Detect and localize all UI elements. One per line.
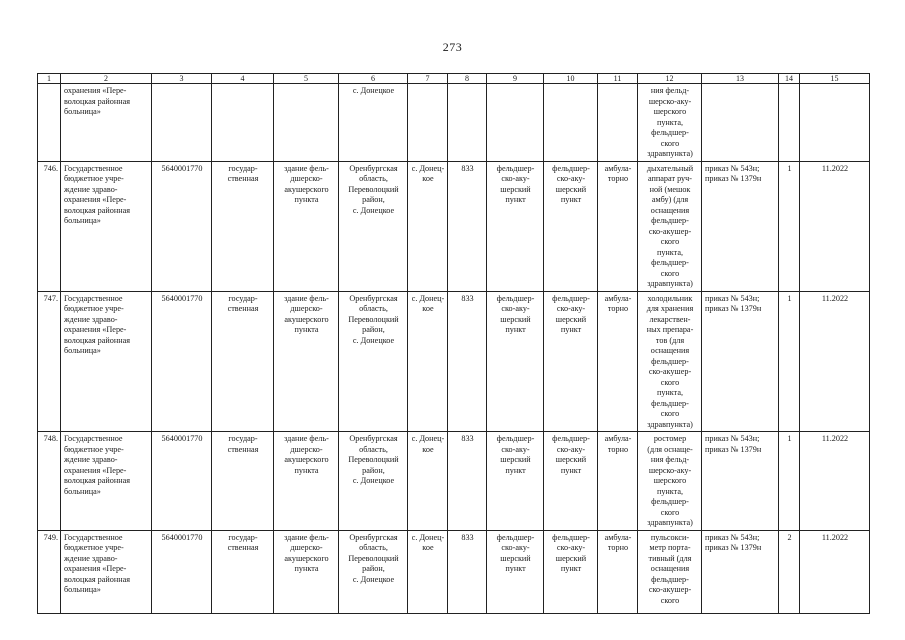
basis-cell: приказ № 543н; приказ № 1379н bbox=[702, 161, 779, 291]
inn-cell: 5640001770 bbox=[152, 432, 212, 531]
address-cell: Оренбургская область, Переволоцкий район, с. Донецкое bbox=[339, 432, 408, 531]
code-cell: 833 bbox=[448, 291, 487, 432]
equipment-cell: холодильник для хранения лекарствен- ных препара- тов (для оснащения фельдшер- ско-акушер- ского пункта, фельдшер- ского здравпункта) bbox=[638, 291, 702, 432]
header-cell: 10 bbox=[544, 74, 598, 84]
header-cell: 4 bbox=[212, 74, 274, 84]
equipment-cell: ростомер (для оснаще- ния фельд- шерско-аку- шерского пункта, фельдшер- ского здравпункта) bbox=[638, 432, 702, 531]
date-cell: 11.2022 bbox=[800, 530, 870, 613]
facility-type-cell bbox=[487, 84, 544, 162]
row-number-cell: 748. bbox=[38, 432, 61, 531]
facility-type-cell: фельдшер- ско-аку- шерский пункт bbox=[487, 291, 544, 432]
building-cell: здание фель- дшерско- акушерского пункта bbox=[274, 530, 339, 613]
quantity-cell bbox=[779, 84, 800, 162]
ownership-cell: государ- ственная bbox=[212, 291, 274, 432]
table-row bbox=[38, 432, 870, 531]
care-form-cell: амбула- торно bbox=[598, 161, 638, 291]
facility-subtype-cell: фельдшер- ско-аку- шерский пункт bbox=[544, 161, 598, 291]
code-cell: 833 bbox=[448, 530, 487, 613]
table-row bbox=[38, 84, 870, 162]
page-number: 273 bbox=[442, 40, 463, 54]
address-cell: Оренбургская область, Переволоцкий район, с. Донецкое bbox=[339, 161, 408, 291]
building-cell: здание фель- дшерско- акушерского пункта bbox=[274, 161, 339, 291]
header-cell: 5 bbox=[274, 74, 339, 84]
quantity-cell: 2 bbox=[779, 530, 800, 613]
organization-cell: Государственное бюджетное учре- ждение здраво- охранения «Пере- волоцкая районная больница» bbox=[61, 432, 152, 531]
organization-cell: охранения «Пере- волоцкая районная больница» bbox=[61, 84, 152, 162]
facility-subtype-cell bbox=[544, 84, 598, 162]
quantity-cell: 1 bbox=[779, 291, 800, 432]
facility-type-cell: фельдшер- ско-аку- шерский пункт bbox=[487, 432, 544, 531]
row-number-cell: 747. bbox=[38, 291, 61, 432]
care-form-cell: амбула- торно bbox=[598, 530, 638, 613]
row-number-cell bbox=[38, 84, 61, 162]
building-cell: здание фель- дшерско- акушерского пункта bbox=[274, 291, 339, 432]
care-form-cell bbox=[598, 84, 638, 162]
address-cell: Оренбургская область, Переволоцкий район, с. Донецкое bbox=[339, 291, 408, 432]
header-cell: 14 bbox=[779, 74, 800, 84]
ownership-cell: государ- ственная bbox=[212, 530, 274, 613]
quantity-cell: 1 bbox=[779, 161, 800, 291]
facility-subtype-cell: фельдшер- ско-аку- шерский пункт bbox=[544, 291, 598, 432]
basis-cell: приказ № 543н; приказ № 1379н bbox=[702, 530, 779, 613]
table-row bbox=[38, 161, 870, 291]
basis-cell: приказ № 543н; приказ № 1379н bbox=[702, 432, 779, 531]
table-row bbox=[38, 530, 870, 613]
address-cell: Оренбургская область, Переволоцкий район, с. Донецкое bbox=[339, 530, 408, 613]
building-cell bbox=[274, 84, 339, 162]
date-cell bbox=[800, 84, 870, 162]
equipment-table bbox=[37, 73, 870, 614]
header-cell: 8 bbox=[448, 74, 487, 84]
date-cell: 11.2022 bbox=[800, 291, 870, 432]
header-cell: 3 bbox=[152, 74, 212, 84]
inn-cell: 5640001770 bbox=[152, 530, 212, 613]
settlement-cell: с. Донец- кое bbox=[408, 161, 448, 291]
code-cell: 833 bbox=[448, 161, 487, 291]
basis-cell: приказ № 543н; приказ № 1379н bbox=[702, 291, 779, 432]
organization-cell: Государственное бюджетное учре- ждение здраво- охранения «Пере- волоцкая районная больница» bbox=[61, 161, 152, 291]
organization-cell: Государственное бюджетное учре- ждение здраво- охранения «Пере- волоцкая районная больница» bbox=[61, 530, 152, 613]
row-number-cell: 749. bbox=[38, 530, 61, 613]
header-cell: 6 bbox=[339, 74, 408, 84]
header-cell: 11 bbox=[598, 74, 638, 84]
quantity-cell: 1 bbox=[779, 432, 800, 531]
equipment-cell: ния фельд- шерско-аку- шерского пункта, фельдшер- ского здравпункта) bbox=[638, 84, 702, 162]
facility-type-cell: фельдшер- ско-аку- шерский пункт bbox=[487, 530, 544, 613]
settlement-cell: с. Донец- кое bbox=[408, 530, 448, 613]
facility-subtype-cell: фельдшер- ско-аку- шерский пункт bbox=[544, 530, 598, 613]
header-cell: 9 bbox=[487, 74, 544, 84]
header-cell: 7 bbox=[408, 74, 448, 84]
inn-cell: 5640001770 bbox=[152, 161, 212, 291]
inn-cell bbox=[152, 84, 212, 162]
care-form-cell: амбула- торно bbox=[598, 291, 638, 432]
header-cell: 12 bbox=[638, 74, 702, 84]
row-number-cell: 746. bbox=[38, 161, 61, 291]
header-cell: 2 bbox=[61, 74, 152, 84]
facility-type-cell: фельдшер- ско-аку- шерский пункт bbox=[487, 161, 544, 291]
address-cell: с. Донецкое bbox=[339, 84, 408, 162]
equipment-cell: пульсокси- метр порта- тивный (для оснащения фельдшер- ско-акушер- ского bbox=[638, 530, 702, 613]
date-cell: 11.2022 bbox=[800, 161, 870, 291]
settlement-cell: с. Донец- кое bbox=[408, 291, 448, 432]
ownership-cell: государ- ственная bbox=[212, 432, 274, 531]
header-cell: 13 bbox=[702, 74, 779, 84]
code-cell: 833 bbox=[448, 432, 487, 531]
building-cell: здание фель- дшерско- акушерского пункта bbox=[274, 432, 339, 531]
header-row bbox=[38, 74, 870, 84]
table-row bbox=[38, 291, 870, 432]
settlement-cell: с. Донец- кое bbox=[408, 432, 448, 531]
facility-subtype-cell: фельдшер- ско-аку- шерский пункт bbox=[544, 432, 598, 531]
organization-cell: Государственное бюджетное учре- ждение здраво- охранения «Пере- волоцкая районная больница» bbox=[61, 291, 152, 432]
header-cell: 1 bbox=[38, 74, 61, 84]
equipment-cell: дыхательный аппарат руч- ной (мешок амбу) (для оснащения фельдшер- ско-акушер- ского пункта, фельдшер- ского здравпункта) bbox=[638, 161, 702, 291]
code-cell bbox=[448, 84, 487, 162]
inn-cell: 5640001770 bbox=[152, 291, 212, 432]
settlement-cell bbox=[408, 84, 448, 162]
care-form-cell: амбула- торно bbox=[598, 432, 638, 531]
header-cell: 15 bbox=[800, 74, 870, 84]
date-cell: 11.2022 bbox=[800, 432, 870, 531]
basis-cell bbox=[702, 84, 779, 162]
ownership-cell bbox=[212, 84, 274, 162]
ownership-cell: государ- ственная bbox=[212, 161, 274, 291]
